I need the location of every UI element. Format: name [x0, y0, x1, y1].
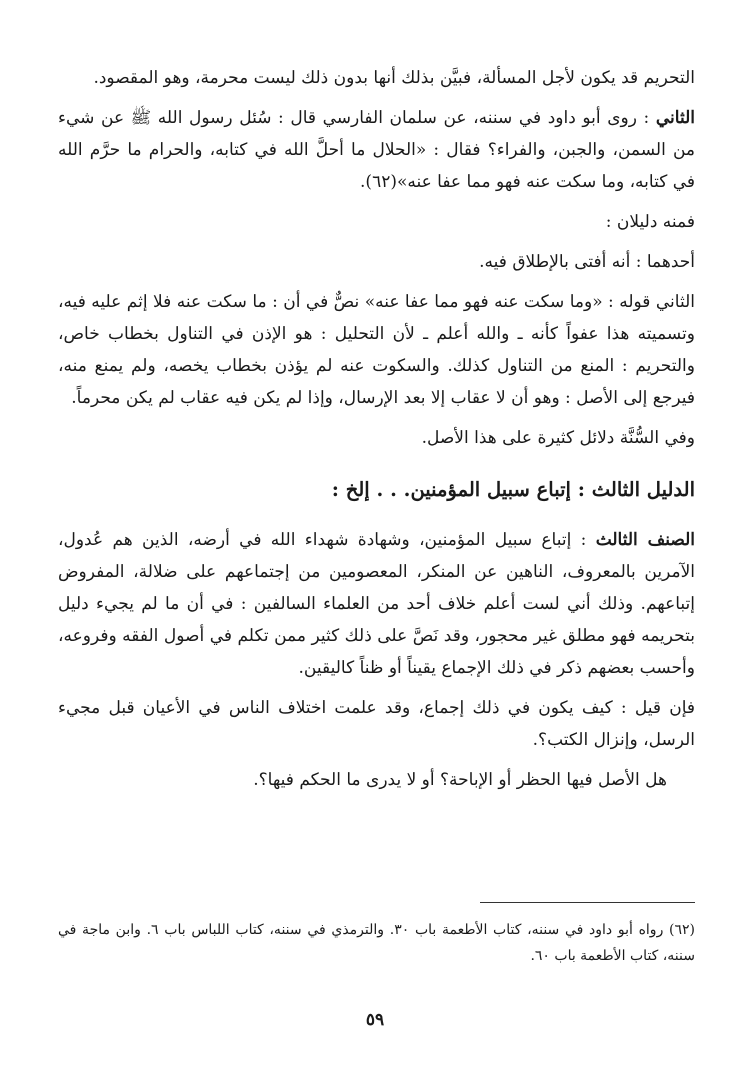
paragraph-question: فإن قيل : كيف يكون في ذلك إجماع، وقد علمت اختلاف الناس في الأعيان قبل مجيء الرسل، وإنزال الكتب؟. — [58, 698, 695, 750]
footnote-divider — [480, 902, 695, 903]
section-heading: الدليل الثالث : إتباع سبيل المؤمنين. . . إلخ : — [331, 478, 695, 501]
paragraph-two-proofs: فمنه دليلان : — [605, 212, 695, 232]
footnotes — [58, 902, 695, 969]
footnote-62: (٦٢) رواه أبو داود في سننه، كتاب الأطعمة باب ٣٠. والترمذي في سننه، كتاب اللباس باب ٦. وابن ماجة في سننه، كتاب الأطعمة باب ٦٠. — [58, 922, 696, 964]
paragraph-text: : إتباع سبيل المؤمنين، وشهادة شهداء الله في أرضه، الذين هم عُدول، الآمرين بالمعروف، الناهين عن المنكر، المعصومين من إجتماعهم على ضلالة، المفروض إتباعهم. وذلك أني لست أعلم خلاف أحد من العلماء السالفين : في أن ما لم يجيء دليل بتحريمه فهو مطلق غير محجور، وقد نَصَّ على ذلك كثير ممن تكلم في أصول الفقه وفروعه، وأحسب بعضهم ذكر في ذلك الإجماع يقيناً أو ظناً كاليقين. — [58, 530, 695, 678]
paragraph-lead: الصنف الثالث — [595, 530, 695, 550]
page-number: ٥٩ — [365, 1010, 385, 1030]
paragraph-lead: الثاني — [655, 108, 695, 128]
paragraph-first-proof: أحدهما : أنه أفتى بالإطلاق فيه. — [479, 252, 695, 272]
paragraph-intro: التحريم قد يكون لأجل المسألة، فبيَّن بذلك أنها بدون ذلك ليست محرمة، وهو المقصود. — [93, 68, 695, 88]
paragraph-sunnah: وفي السُّنَّة دلائل كثيرة على هذا الأصل. — [421, 428, 695, 448]
paragraph-text: : روى أبو داود في سننه، عن سلمان الفارسي قال : سُئل رسول الله ﷺ عن شيء من السمن، والجبن، والفراء؟ فقال : «الحلال ما أحلَّ الله في كتابه، والحرام ما حرَّم الله في كتابه، وما سكت عنه فهو مما عفا عنه»(٦٢). — [58, 108, 695, 192]
paragraph-third-category — [58, 524, 695, 684]
paragraph-second-proof: الثاني قوله : «وما سكت عنه فهو مما عفا عنه» نصٌّ في أن : ما سكت عنه فلا إثم عليه فيه، وتسميته هذا عفواً كأنه ـ والله أعلم ـ لأن التحليل : هو الإذن في التناول بخطاب خاص، والتحريم : المنع من التناول كذلك. والسكوت عنه لم يؤذن بخطاب يخصه، ولم يمنع منه، فيرجع إلى الأصل : وهو أن لا عقاب إلا بعد الإرسال، وإذا لم يكن فيه عقاب لم يكن محرماً. — [58, 292, 695, 408]
paragraph-question-continued: هل الأصل فيها الحظر أو الإباحة؟ أو لا يدرى ما الحكم فيها؟. — [253, 770, 667, 790]
paragraph-second-hadith — [58, 102, 695, 198]
